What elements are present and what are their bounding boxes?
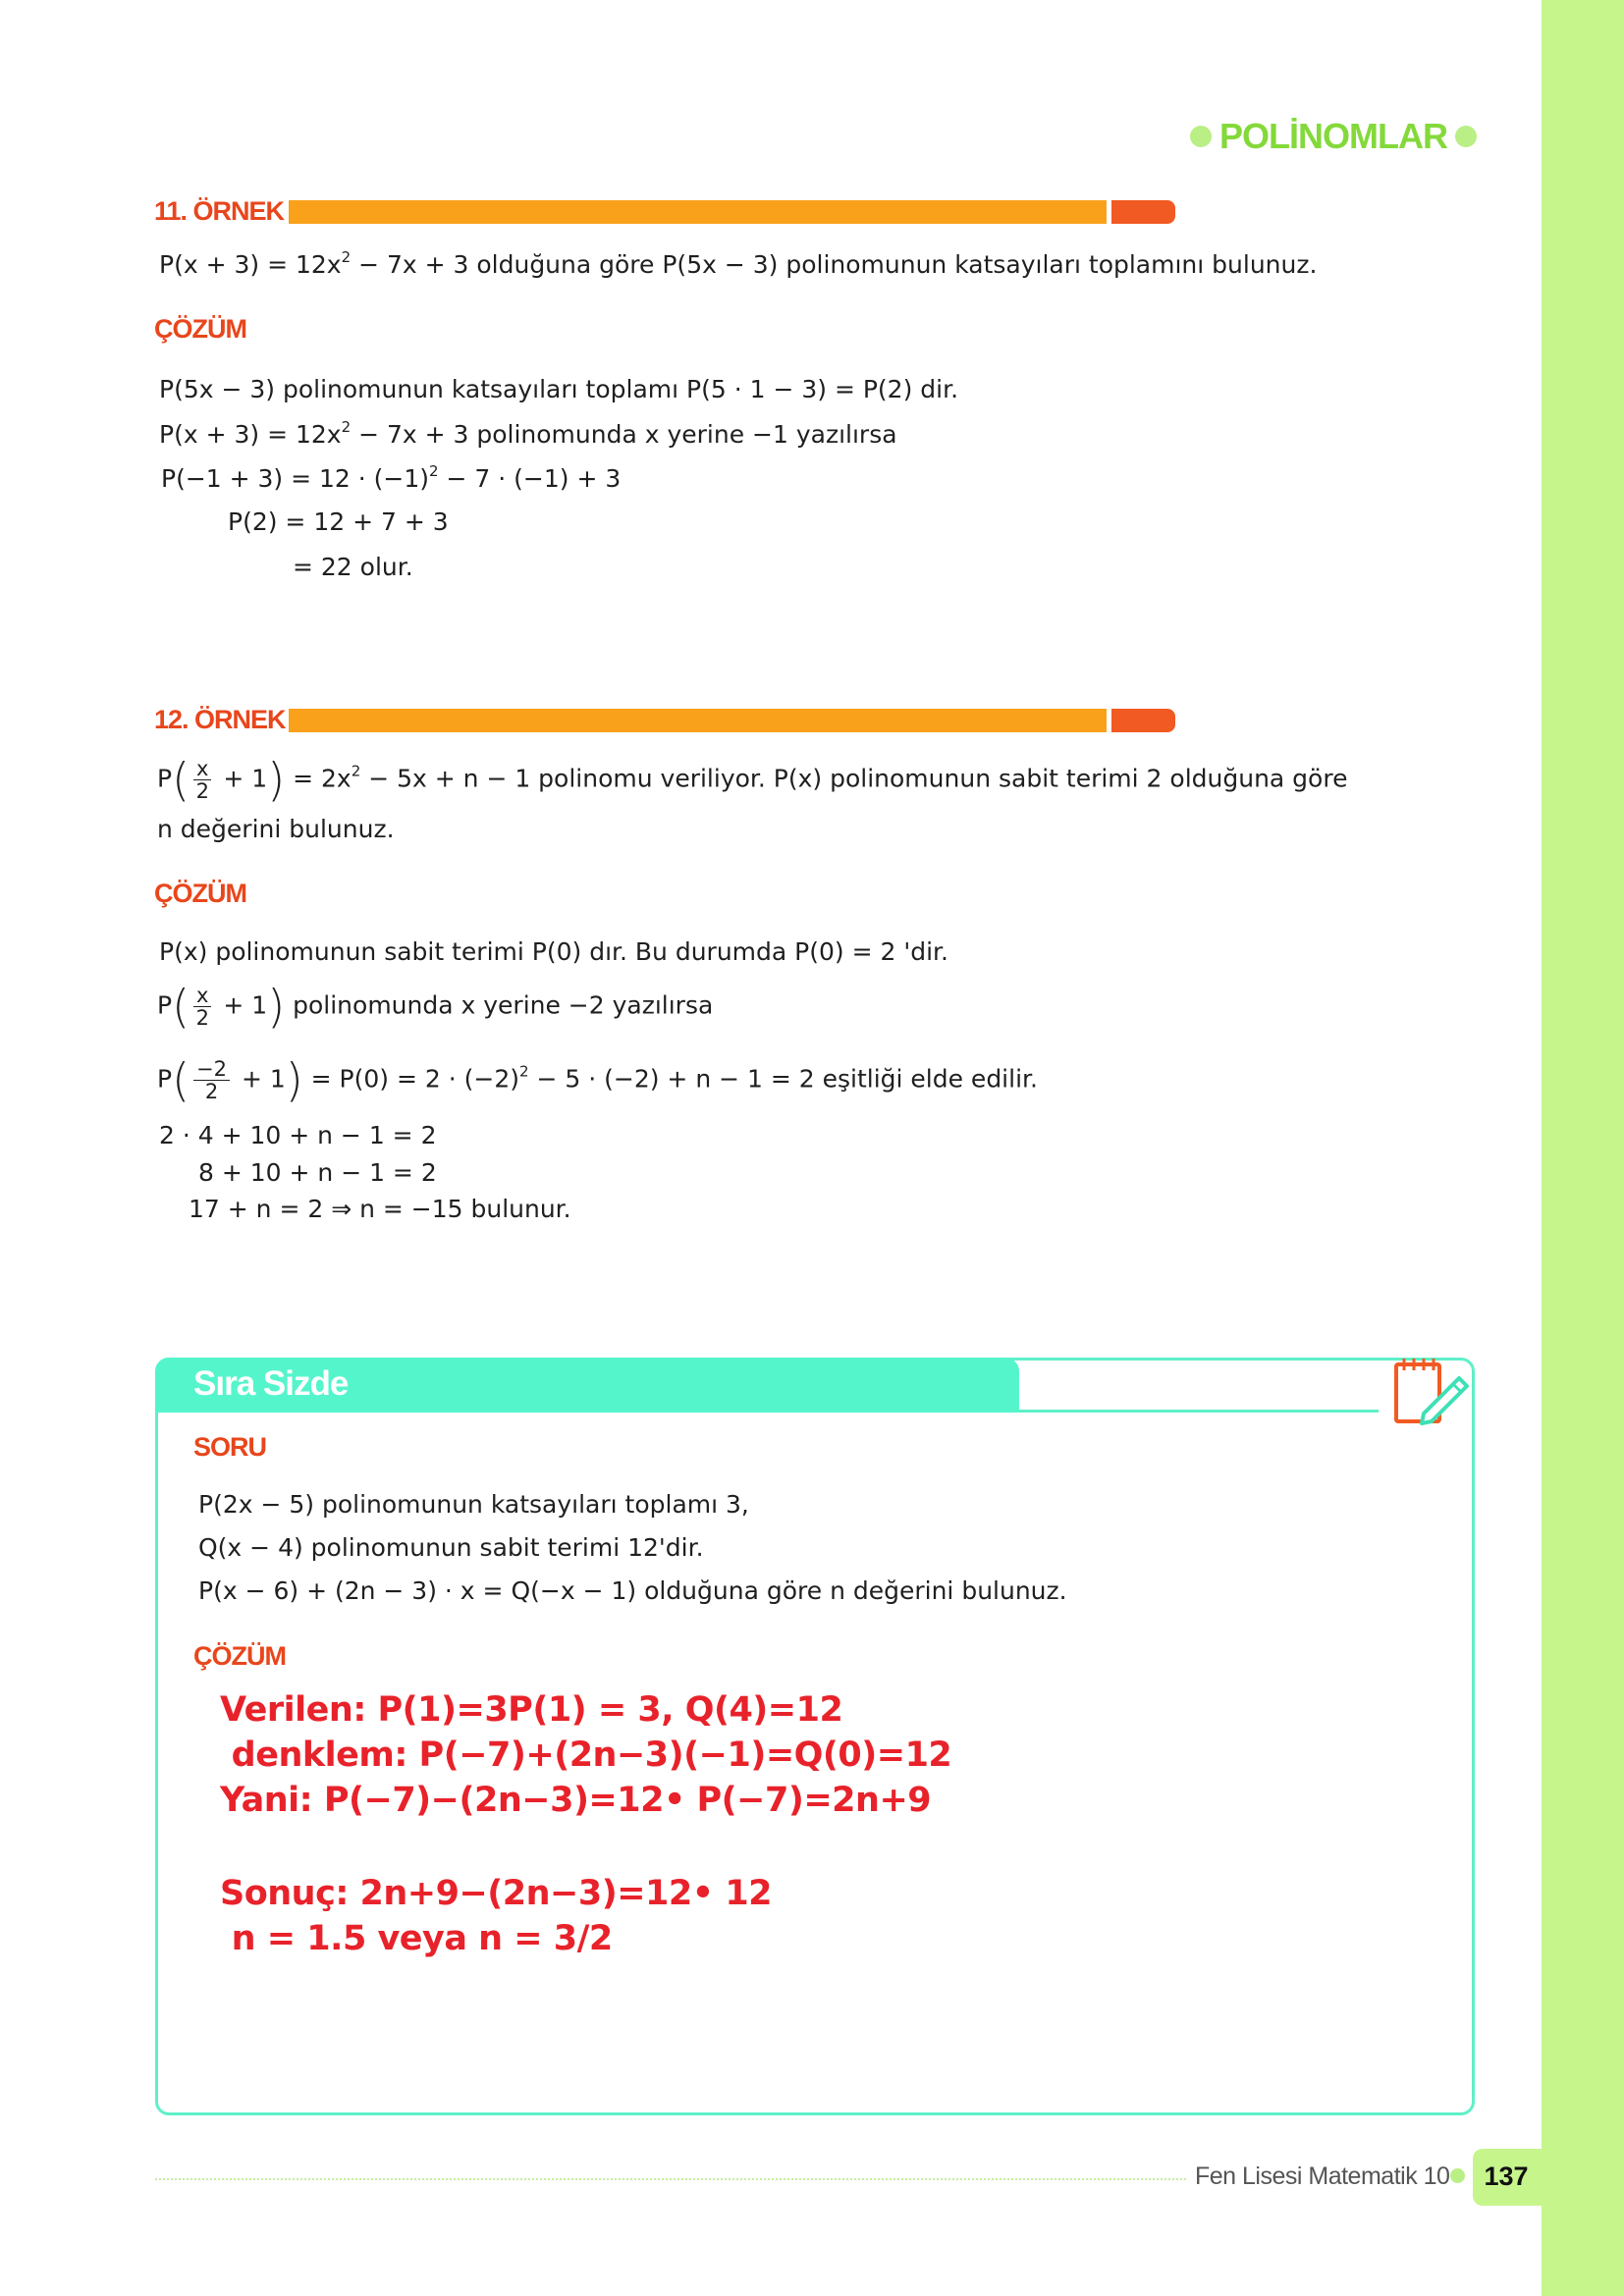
solution-line: $P(-1 + 3) = 12 \cdot (-1)^2 - 7 \cdot (-1) + 3$ [161,462,622,493]
bullet-icon [1190,126,1212,147]
handwritten-answer-line: Sonuç: 2n+9−(2n−3)=12• 12 [220,1874,773,1913]
solution-line: 2 · 4 + 10 + n − 1 = 2 [159,1121,437,1149]
example-12-question-line-2: n değerini bulunuz. [157,815,395,843]
example-label: 11. ÖRNEK [154,196,285,226]
solution-line: P(2) = 12 + 7 + 3 [228,507,449,536]
chapter-title [1190,116,1477,157]
footer-divider [155,2178,1186,2180]
solution-line: P(x) polinomunun sabit terimi P(0) dır. Bu durumda P(0) = 2 'dir. [159,937,948,966]
solution-line: P(5x − 3) polinomunun katsayıları toplamı P(5 · 1 − 3) = P(2) dir. [159,375,959,403]
book-title: Fen Lisesi Matematik 10 [1195,2163,1450,2190]
example-12-question: P( $\frac{x}{2}$ + $1) = 2x^2 - 5x + n - 1$ polinomu veriliyor. P(x) polinomunun sabit terimi 2 olduğuna göre [157,753,1348,807]
example-label: 12. ÖRNEK [154,705,286,734]
bullet-icon [1455,126,1477,147]
header-bar [289,709,1107,732]
example-11-header [154,196,1023,226]
notepad-pencil-icon [1390,1355,1469,1433]
header-bar-end [1111,200,1175,224]
solution-label: ÇÖZÜM [193,1641,286,1671]
question-line: Q(x − 4) polinomunun sabit terimi 12'dir. [198,1533,704,1562]
question-line: P(x − 6) + (2n − 3) · x = Q(−x − 1) olduğuna göre n değerini bulunuz. [198,1576,1067,1605]
handwritten-answer-line: Verilen: P(1)=3P(1) = 3, Q(4)=12 [220,1690,843,1730]
solution-label: ÇÖZÜM [154,314,246,344]
solution-line: P( $\frac{-2}{2}$ + $1) = P(0) = 2 \cdot (-2)^2 - 5 \cdot (-2) + n - 1 = 2$ eşitliği elde edilir. [157,1053,1038,1107]
handwritten-answer-line: Yani: P(−7)−(2n−3)=12• P(−7)=2n+9 [220,1781,932,1820]
solution-label: ÇÖZÜM [154,879,246,908]
divider [1019,1410,1379,1413]
solution-line: P( $\frac{x}{2}$ + 1) polinomunda x yerine −2 yazılırsa [157,980,714,1034]
sira-sizde-title: Sıra Sizde [193,1364,349,1403]
solution-line: $P(x + 3) = 12x^2 - 7x + 3$ polinomunda x yerine −1 yazılırsa [159,418,897,449]
chapter-title-text: POLİNOMLAR [1219,116,1447,156]
example-11-question: $P(x + 3) = 12x^2 - 7x + 3$ olduğuna göre P(5x − 3) polinomunun katsayıları toplamını bulunuz. [159,248,1318,279]
bullet-icon [1450,2168,1465,2183]
solution-line: = 22 olur. [293,553,413,581]
header-bar [289,200,1107,224]
example-12-header [154,705,1023,734]
handwritten-answer-line: n = 1.5 veya n = 3/2 [220,1919,613,1958]
question-label: SORU [193,1432,267,1462]
solution-line: 8 + 10 + n − 1 = 2 [198,1158,437,1187]
header-bar-end [1111,709,1175,732]
question-line: P(2x − 5) polinomunun katsayıları toplamı 3, [198,1490,749,1519]
page-number: 137 [1484,2162,1529,2191]
handwritten-answer-line: denklem: P(−7)+(2n−3)(−1)=Q(0)=12 [220,1735,952,1775]
solution-line: 17 + n = 2 ⇒ n = −15 bulunur. [189,1195,571,1223]
side-color-band [1542,0,1624,2296]
